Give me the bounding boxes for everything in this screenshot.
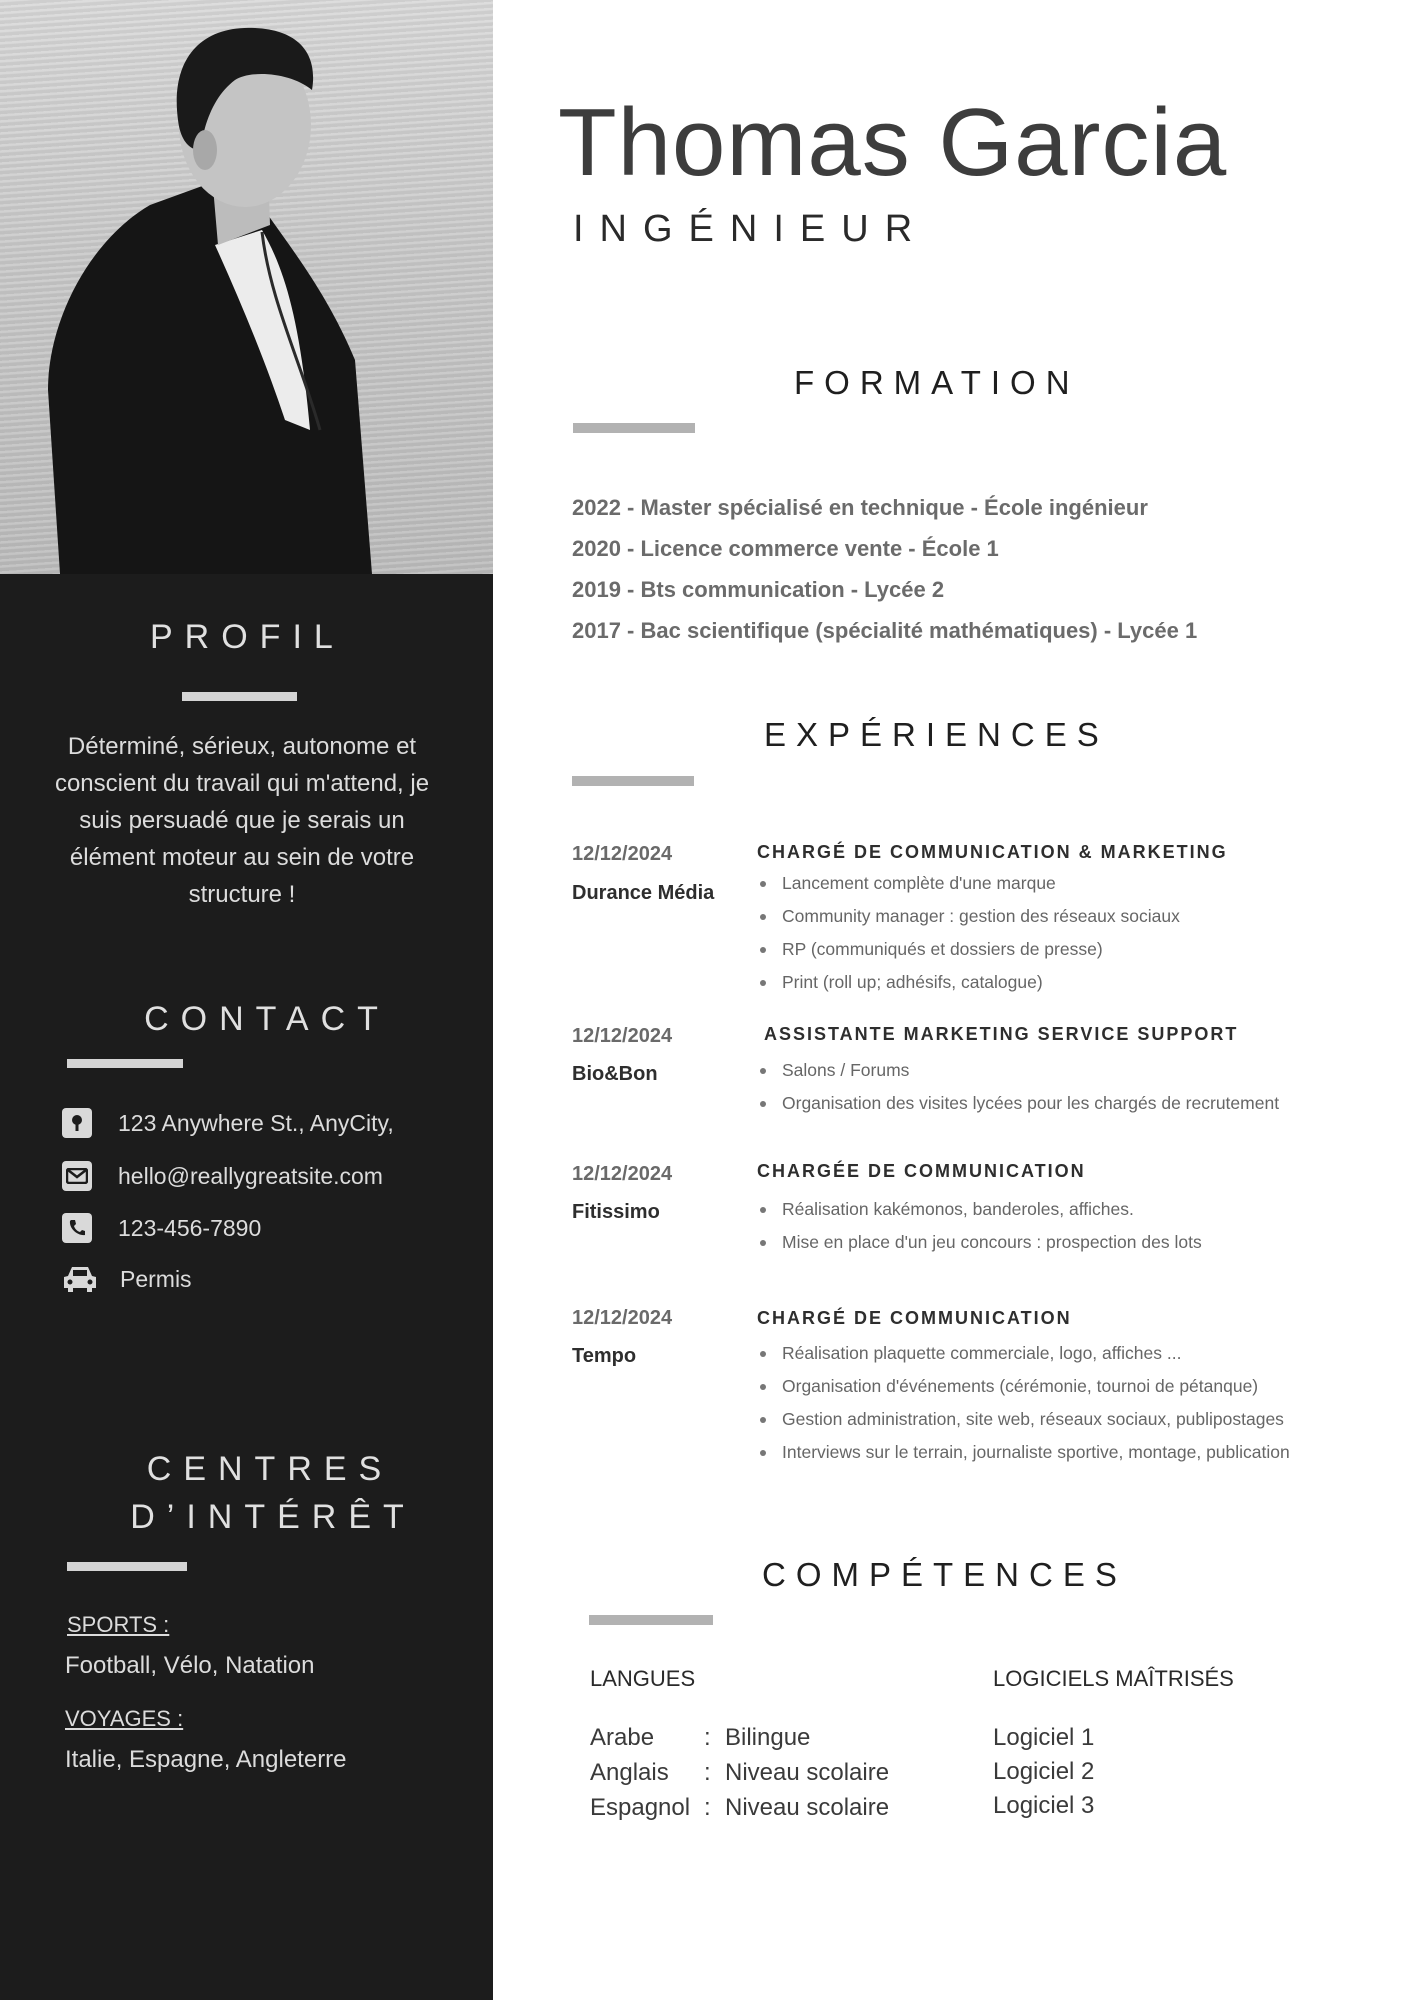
interests-heading-line1: CENTRES [146,1450,394,1488]
formation-item: 2019 - Bts communication - Lycée 2 [572,577,945,602]
envelope-icon [62,1161,92,1191]
experience-tasks [760,867,1180,999]
experience-company: Bio&Bon [572,1063,658,1085]
software-item: Logiciel 3 [993,1792,1095,1819]
experience-title: CHARGÉ DE COMMUNICATION [757,1308,1072,1328]
person-silhouette [0,0,493,574]
experience-title: CHARGÉ DE COMMUNICATION & MARKETING [757,842,1228,862]
experience-date: 12/12/2024 [572,1163,673,1185]
experience-company: Tempo [572,1345,637,1367]
interests-divider [67,1562,187,1571]
experience-tasks [760,1054,1279,1120]
formation-heading: FORMATION [794,364,1080,401]
experience-task: Community manager : gestion des réseaux sociaux [760,900,1180,933]
interest-travel-value: Italie, Espagne, Angleterre [65,1746,347,1773]
contact-address [62,1106,394,1140]
contact-email[interactable] [62,1159,383,1193]
language-level: Bilingue [725,1724,811,1751]
software-item: Logiciel 2 [993,1758,1095,1785]
language-name: Espagnol [590,1794,691,1821]
candidate-name: Thomas Garcia [558,89,1228,196]
experience-task: Réalisation plaquette commerciale, logo, affiches ... [760,1337,1290,1370]
experience-task: Gestion administration, site web, réseaux sociaux, publipostages [760,1403,1290,1436]
experience-tasks [760,1193,1202,1259]
experience-company: Durance Média [572,882,715,904]
language-separator: : [704,1794,711,1821]
profile-heading: PROFIL [150,618,345,656]
language-name: Anglais [590,1759,669,1786]
languages-heading: LANGUES [590,1666,696,1691]
formation-divider [573,423,695,433]
interest-travel-label: VOYAGES : [65,1706,184,1731]
experience-date: 12/12/2024 [572,1307,673,1329]
language-level: Niveau scolaire [725,1794,890,1821]
language-level: Niveau scolaire [725,1759,890,1786]
interests-heading-line2: D’INTÉRÊT [130,1498,416,1536]
experience-task: Interviews sur le terrain, journaliste sportive, montage, publication [760,1436,1290,1469]
experience-task: Lancement complète d'une marque [760,867,1180,900]
experience-date: 12/12/2024 [572,1025,673,1047]
job-title: INGÉNIEUR [573,208,929,250]
contact-heading: CONTACT [144,1000,390,1038]
experience-tasks [760,1337,1290,1469]
experience-task: Mise en place d'un jeu concours : prospection des lots [760,1226,1202,1259]
skills-heading: COMPÉTENCES [762,1556,1127,1593]
phone-icon [62,1213,92,1243]
formation-item: 2022 - Master spécialisé en technique - École ingénieur [572,495,1148,520]
language-separator: : [704,1724,711,1751]
experience-company: Fitissimo [572,1201,660,1223]
software-item: Logiciel 1 [993,1724,1095,1751]
profile-divider [182,692,297,701]
experience-task: Organisation d'événements (cérémonie, tournoi de pétanque) [760,1370,1290,1403]
experience-task: Print (roll up; adhésifs, catalogue) [760,966,1180,999]
experience-title: CHARGÉE DE COMMUNICATION [757,1161,1086,1181]
experience-task: Organisation des visites lycées pour les chargés de recrutement [760,1087,1279,1120]
formation-item: 2017 - Bac scientifique (spécialité mathématiques) - Lycée 1 [572,618,1198,643]
car-icon [62,1264,98,1294]
contact-phone-text[interactable]: 123-456-7890 [118,1214,262,1241]
contact-license [62,1262,192,1296]
experience-task: RP (communiqués et dossiers de presse) [760,933,1180,966]
formation-item: 2020 - Licence commerce vente - École 1 [572,536,999,561]
experiences-divider [572,776,694,786]
language-name: Arabe [590,1724,655,1751]
experience-task: Salons / Forums [760,1054,1279,1087]
language-separator: : [704,1759,711,1786]
experience-title: ASSISTANTE MARKETING SERVICE SUPPORT [764,1024,1239,1044]
profile-photo [0,0,493,574]
location-icon [62,1108,92,1138]
interest-sports-value: Football, Vélo, Natation [65,1652,315,1679]
profile-text: Déterminé, sérieux, autonome et conscient du travail qui m'attend, je suis persuadé que je serais un élément moteur au sein de votre structure ! [54,733,430,908]
experience-task: Réalisation kakémonos, banderoles, affiches. [760,1193,1202,1226]
contact-address-text: 123 Anywhere St., AnyCity, [118,1109,394,1136]
contact-phone[interactable] [62,1211,261,1245]
contact-license-text: Permis [120,1265,192,1292]
skills-divider [589,1615,713,1625]
experience-date: 12/12/2024 [572,843,673,865]
experiences-heading: EXPÉRIENCES [764,716,1109,753]
contact-email-text[interactable]: hello@reallygreatsite.com [118,1162,383,1189]
contact-divider [67,1059,183,1068]
interest-sports-label: SPORTS : [67,1612,170,1637]
software-heading: LOGICIELS MAÎTRISÉS [993,1666,1234,1691]
